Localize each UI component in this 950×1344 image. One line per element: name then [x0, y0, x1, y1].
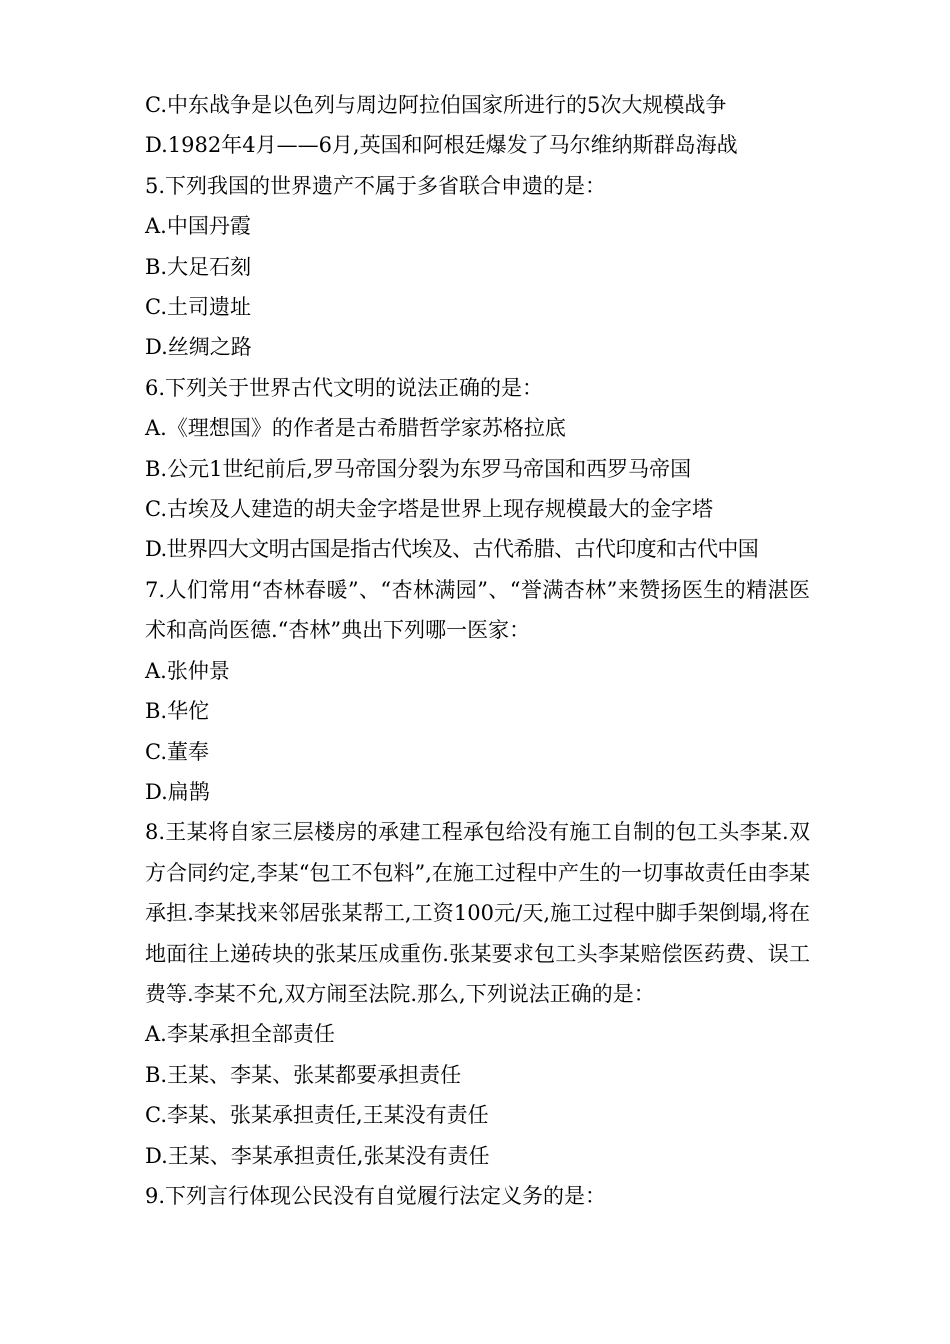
document-page: [145, 85, 810, 1216]
q5-option-b: B.大足石刻: [145, 254, 252, 279]
q5-option-d: D.丝绸之路: [145, 335, 252, 360]
q8-option-c: C.李某、张某承担责任,王某没有责任: [145, 1103, 489, 1128]
q5-option-a: A.中国丹霞: [145, 214, 251, 239]
q7-option-b: B.华佗: [145, 699, 210, 724]
q7-option-d: D.扁鹊: [145, 779, 210, 804]
q6-stem: 6.下列关于世界古代文明的说法正确的是：: [145, 375, 544, 400]
q7-option-a: A.张仲景: [145, 658, 230, 683]
q7-option-c: C.董奉: [145, 739, 209, 764]
q5-stem: 5.下列我国的世界遗产不属于多省联合申遗的是：: [145, 173, 607, 198]
q6-option-d: D.世界四大文明古国是指古代埃及、古代希腊、古代印度和古代中国: [145, 537, 759, 562]
q7-stem: 7.人们常用“杏林春暖”、“杏林满园”、“誉满杏林”来赞扬医生的精湛医术和高尚医德.“杏林”典出下列哪一医家：: [145, 577, 810, 643]
q9-stem: 9.下列言行体现公民没有自觉履行法定义务的是：: [145, 1183, 607, 1208]
q4-option-d: D.1982年4月——6月,英国和阿根廷爆发了马尔维纳斯群岛海战: [145, 133, 738, 158]
q5-option-c: C.土司遗址: [145, 295, 251, 320]
q6-option-b: B.公元1世纪前后,罗马帝国分裂为东罗马帝国和西罗马帝国: [145, 456, 692, 481]
q8-option-d: D.王某、李某承担责任,张某没有责任: [145, 1143, 490, 1168]
q8-option-b: B.王某、李某、张某都要承担责任: [145, 1062, 462, 1087]
q6-option-c: C.古埃及人建造的胡夫金字塔是世界上现存规模最大的金字塔: [145, 497, 713, 522]
q6-option-a: A.《理想国》的作者是古希腊哲学家苏格拉底: [145, 416, 566, 441]
q4-option-c: C.中东战争是以色列与周边阿拉伯国家所进行的5次大规模战争: [145, 93, 727, 117]
q8-option-a: A.李某承担全部责任: [145, 1022, 335, 1047]
q8-stem: 8.王某将自家三层楼房的承建工程承包给没有施工自制的包工头李某.双方合同约定,李某“包工不包料”,在施工过程中产生的一切事故责任由李某承担.李某找来邻居张某帮工,工资100元/天,施工过程中脚手架倒塌,将在地面往上递砖块的张某压成重伤.张某要求包工头李某赔偿医药费、误工费等.李某不允,双方闹至法院.那么,下列说法正确的是：: [145, 820, 810, 1006]
